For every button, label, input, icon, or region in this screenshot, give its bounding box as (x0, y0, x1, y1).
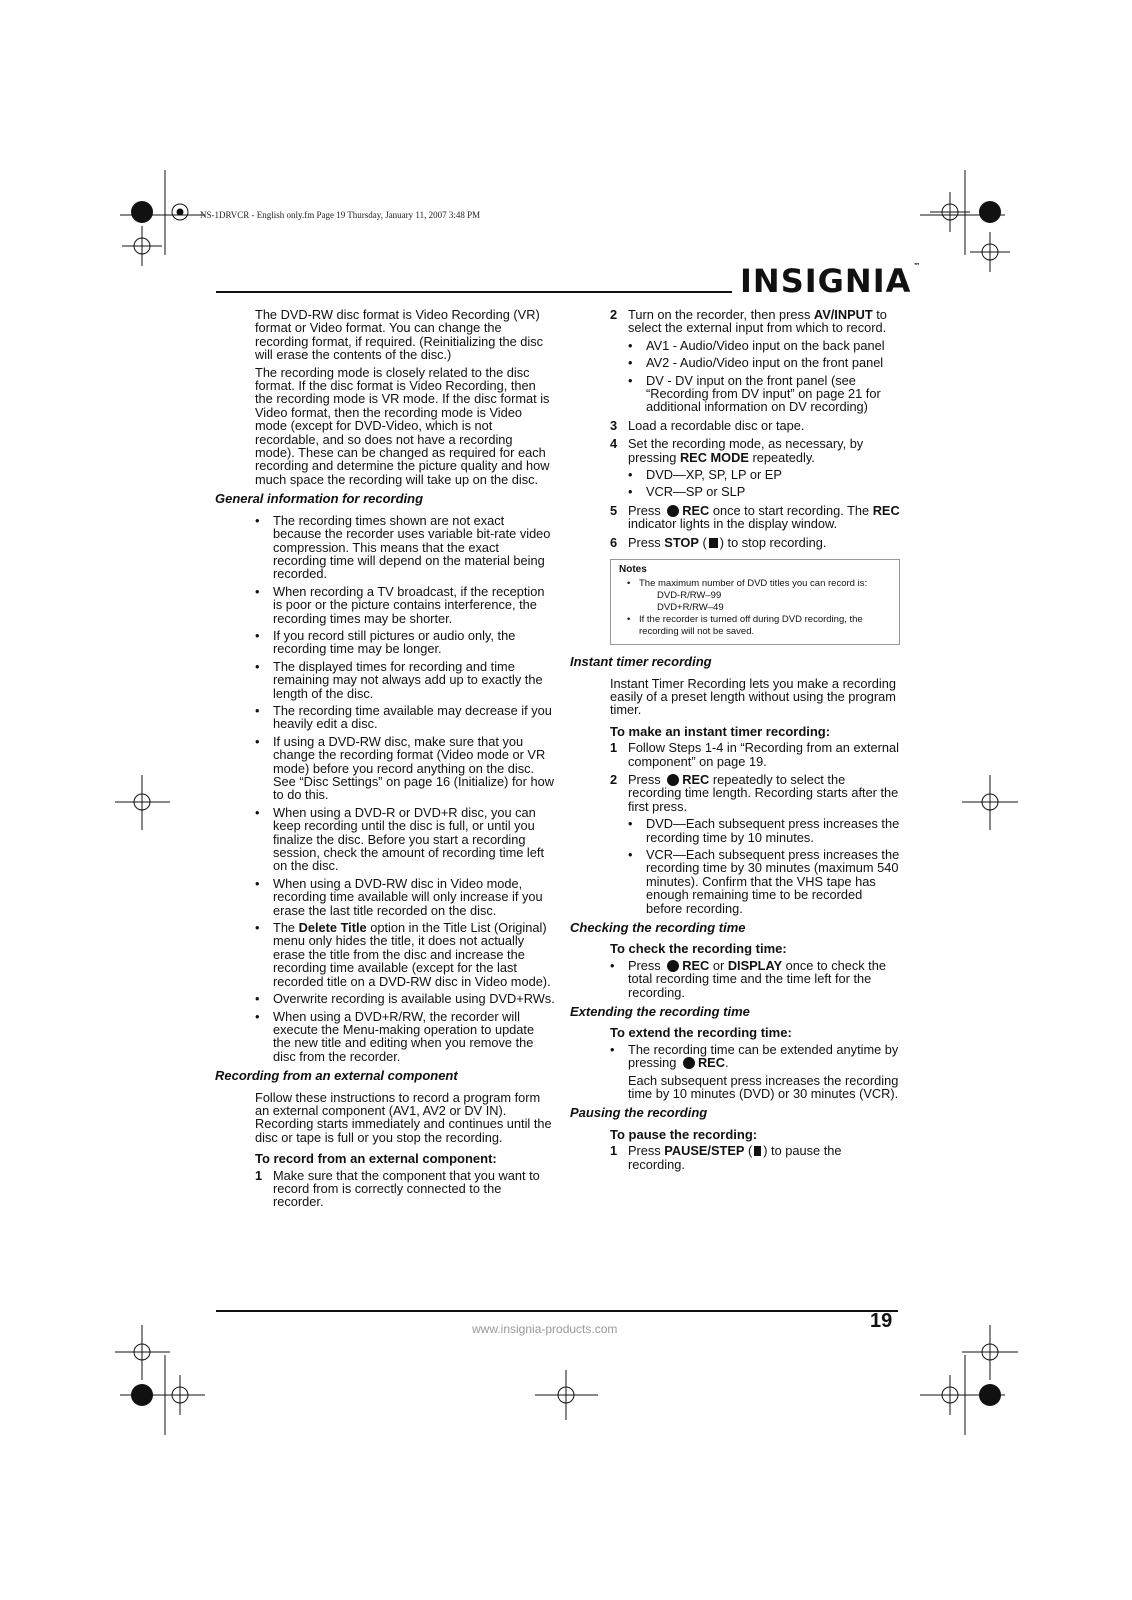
list-item: • AV1 - Audio/Video input on the back panel (628, 339, 900, 352)
step-1 (610, 741, 900, 768)
stop-key: STOP (664, 534, 699, 550)
step-number: 2 (610, 771, 618, 787)
step-1 (610, 1144, 900, 1171)
list-item: • The recording times shown are not exact because the recorder uses variable bit-rate video compression. This means that the exact recording time will depend on the material being recorded. (255, 514, 555, 581)
check-list (610, 959, 900, 999)
extend-list (610, 1043, 900, 1070)
display-key: DISPLAY (727, 957, 783, 973)
rec-key: REC (697, 1055, 725, 1071)
list-item (610, 959, 900, 999)
page-number: 19 (870, 1310, 893, 1332)
instant-steps (610, 741, 900, 915)
step-number: 1 (610, 740, 618, 756)
header-rule (216, 291, 732, 293)
step-6 (610, 536, 900, 549)
text: once to start recording. The (709, 502, 873, 518)
extend-heading: Extending the recording time (570, 1004, 750, 1020)
footer-url: www.insignia-products.com (472, 1322, 618, 1336)
list-item (255, 921, 555, 988)
text: The (273, 920, 299, 936)
pause-step-key: PAUSE/STEP (664, 1143, 745, 1159)
text: to select the external input from which to record. (628, 307, 887, 336)
external-intro: Follow these instructions to record a program form an external component (AV1, AV2 or DV IN). Recording starts immediately and continues until the disc or tape is full or you stop the recording. (255, 1089, 552, 1145)
right-column (570, 308, 900, 1176)
notes-box (610, 559, 900, 645)
rec-key: REC (682, 771, 710, 787)
step-2 (610, 773, 900, 915)
pause-subheading: To pause the recording: (610, 1126, 758, 1142)
notes-title: Notes (619, 564, 647, 576)
logo-text: INSIGNIA (740, 262, 912, 300)
text: repeatedly. (748, 449, 815, 465)
instant-subheading: To make an instant timer recording: (610, 723, 831, 739)
step-number: 5 (610, 502, 618, 518)
step-text: Load a recordable disc or tape. (628, 417, 805, 433)
step-number: 2 (610, 307, 618, 322)
record-icon (683, 1057, 695, 1069)
list-item: • When using a DVD+R/RW, the recorder will execute the Menu-making operation to update the new title and editing when you remove the disc from the recorder. (255, 1010, 555, 1064)
text: Press (628, 502, 665, 518)
external-heading: Recording from an external component (215, 1068, 458, 1084)
instant-bullets (628, 817, 900, 915)
footer-rule (216, 1310, 898, 1312)
text: ) to stop recording. (719, 534, 827, 550)
list-item: • If you record still pictures or audio only, the recording time may be longer. (255, 629, 555, 656)
intro-paragraph-1: The DVD-RW disc format is Video Recording (VR) format or Video format. You can change the recording format, if required. (Reinitializing the disc will erase the contents of the disc.) (255, 307, 544, 363)
insignia-logo (740, 262, 920, 300)
text: The recording time can be extended anytime by pressing (628, 1041, 899, 1071)
extend-note: Each subsequent press increases the recording time by 10 minutes (DVD) or 30 minutes (VCR). (628, 1072, 899, 1102)
text: once to check the total recording time and the time left for the recording. (628, 957, 886, 1000)
external-steps (255, 1169, 555, 1209)
pause-icon (754, 1146, 761, 1156)
text: ( (698, 534, 707, 550)
check-heading: Checking the recording time (570, 920, 746, 935)
instant-heading: Instant timer recording (570, 654, 712, 670)
text: The maximum number of DVD titles you can record is: (639, 578, 868, 590)
text: option in the Title List (Original) menu only hides the title, it does not actually erase the title from the disc and increase the recording time available (except for the last recorded title on a DVD-RW disc in Video mode). (273, 920, 551, 989)
step-number: 4 (610, 436, 618, 452)
list-item: • Overwrite recording is available using DVD+RWs. (255, 992, 555, 1005)
check-subheading: To check the recording time: (610, 941, 787, 957)
text: . (724, 1055, 729, 1071)
list-item: • DVD—Each subsequent press increases the recording time by 10 minutes. (628, 817, 900, 844)
delete-title-term: Delete Title (298, 920, 367, 936)
text: Turn on the recorder, then press (628, 307, 814, 322)
list-item: • The displayed times for recording and time remaining may not always add up to exactly the length of the disc. (255, 660, 555, 700)
external-steps-continued (610, 308, 900, 549)
step-number: 3 (610, 417, 618, 433)
notes-list (619, 578, 891, 638)
intro-paragraph-2: The recording mode is closely related to the disc format. If the disc format is Video Recording, then the recording mode is VR mode. If the disc format is Video format, then the recording mode is Video mode (except for DVD-Video, which is not recordable, and so does not have a recording mode). These can be changed as required for each recording and determine the picture quality and how much space the recording will take up on the disc. (255, 364, 550, 487)
step-text: Follow Steps 1-4 in “Recording from an external component” on page 19. (628, 740, 899, 769)
stop-icon (709, 538, 718, 548)
record-icon (667, 505, 679, 517)
note-item: • If the recorder is turned off during DVD recording, the recording will not be saved. (619, 614, 891, 638)
record-icon (667, 774, 679, 786)
extend-subheading: To extend the recording time: (610, 1025, 792, 1041)
step-text: Make sure that the component that you want to record from is correctly connected to the recorder. (273, 1167, 540, 1210)
av-input-key: AV/INPUT (813, 307, 873, 322)
step-number: 1 (610, 1143, 618, 1159)
external-subheading: To record from an external component: (255, 1151, 497, 1167)
pause-heading: Pausing the recording (570, 1105, 708, 1121)
file-slug: NS-1DRVCR - English only.fm Page 19 Thursday, January 11, 2007 3:48 PM (200, 210, 481, 220)
step-3 (610, 419, 900, 432)
step-number: 1 (255, 1167, 263, 1183)
text: ( (744, 1143, 753, 1159)
rec-key: REC (872, 502, 900, 518)
note-subitem: DVD+R/RW–49 (657, 602, 724, 614)
text: ) to pause the recording. (628, 1143, 842, 1172)
logo-tm: ™ (913, 262, 921, 270)
list-item: • VCR—SP or SLP (628, 485, 900, 498)
step-4 (610, 437, 900, 499)
text: or (709, 957, 728, 973)
step-1 (255, 1169, 555, 1209)
list-item: • AV2 - Audio/Video input on the front panel (628, 356, 900, 369)
list-item: • If using a DVD-RW disc, make sure that you change the recording format (Video mode or VR mode) before you record anything on the disc. See “Disc Settings” on page 16 (Initialize) for how to do this. (255, 735, 555, 802)
pause-steps (610, 1144, 900, 1171)
list-item: • DVD—XP, SP, LP or EP (628, 468, 900, 481)
general-info-list (255, 514, 555, 1063)
note-subitem: DVD-R/RW–99 (657, 590, 722, 602)
left-column (215, 308, 555, 1214)
input-list (628, 339, 900, 414)
list-item: • VCR—Each subsequent press increases the recording time by 30 minutes (maximum 540 minutes). Confirm that the VHS tape has enough remaining time to be recorded before recording. (628, 848, 900, 915)
text: Press (628, 534, 665, 550)
step-2 (610, 308, 900, 414)
text: Press (628, 1143, 665, 1159)
list-item: • When using a DVD-RW disc in Video mode, recording time available will only increase if you erase the last title recorded on the disc. (255, 877, 555, 917)
record-icon (667, 960, 679, 972)
text: Set the recording mode, as necessary, by pressing (628, 436, 864, 465)
text: Press (628, 771, 665, 787)
list-item: • The recording time available may decrease if you heavily edit a disc. (255, 704, 555, 731)
rec-key: REC (682, 502, 710, 518)
text: repeatedly to select the recording time length. Recording starts after the first press. (628, 771, 899, 814)
text: Press (628, 957, 665, 973)
instant-intro: Instant Timer Recording lets you make a recording easily of a preset length without using the program timer. (610, 675, 896, 718)
step-5 (610, 504, 900, 531)
list-item (610, 1043, 900, 1070)
rec-mode-key: REC MODE (679, 449, 749, 465)
rec-key: REC (682, 957, 710, 973)
list-item: • When using a DVD-R or DVD+R disc, you can keep recording until the disc is full, or until you finalize the disc. Before you start a recording session, check the amount of recording time left on the disc. (255, 806, 555, 873)
text: indicator lights in the display window. (628, 516, 838, 532)
general-info-heading: General information for recording (215, 491, 424, 507)
mode-list (628, 468, 900, 499)
step-number: 6 (610, 534, 618, 550)
note-item (619, 578, 891, 614)
list-item: • When recording a TV broadcast, if the reception is poor or the picture contains interference, the recording times may be shorter. (255, 585, 555, 625)
list-item: • DV - DV input on the front panel (see “Recording from DV input” on page 21 for additional information on DV recording) (628, 374, 900, 414)
